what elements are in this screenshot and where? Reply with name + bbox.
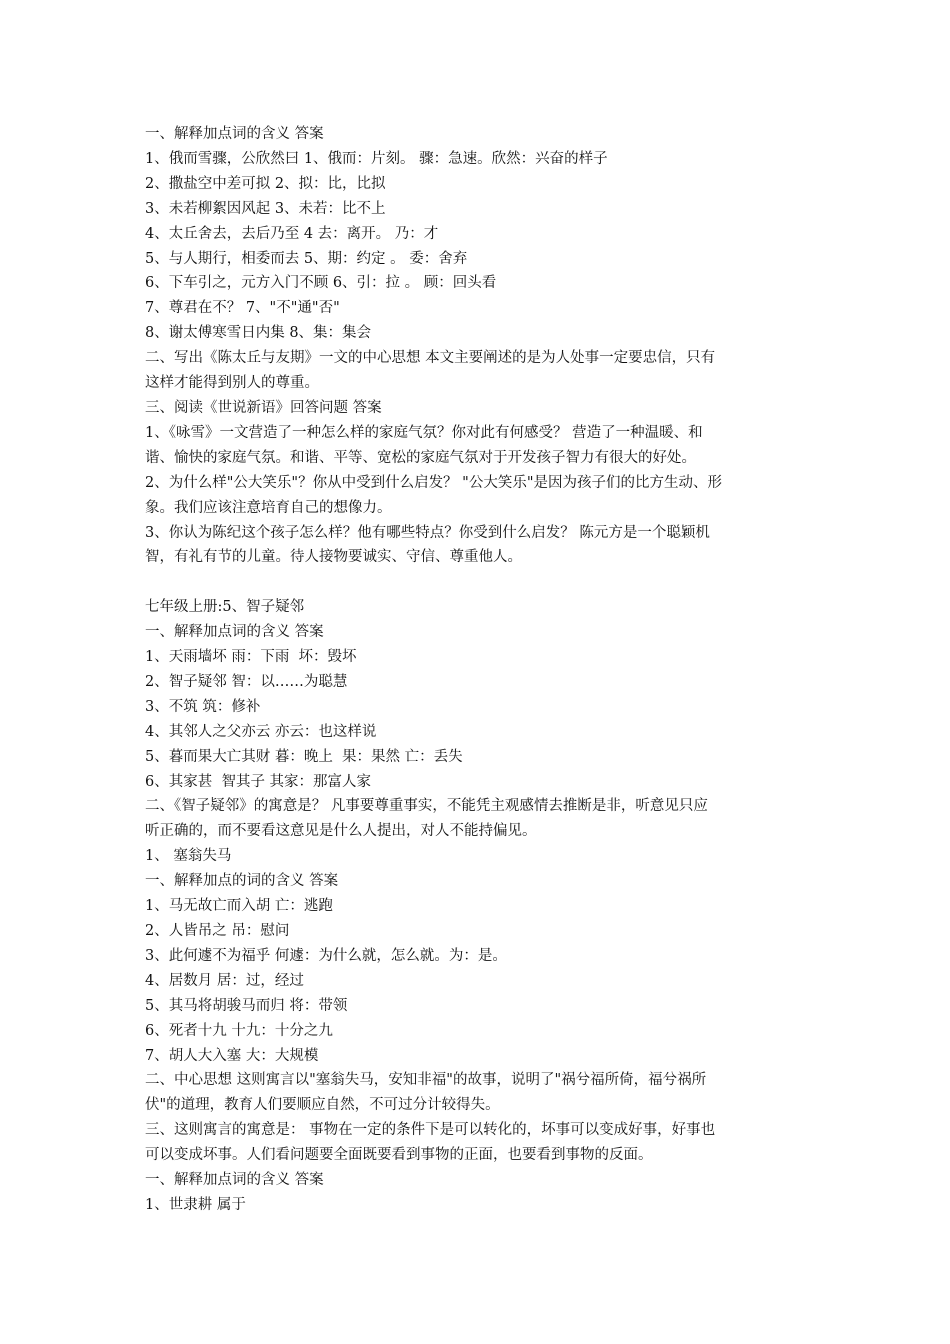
text-line: 这样才能得到别人的尊重。 xyxy=(145,375,319,392)
text-line: 6、其家甚 智其子 其家：那富人家 xyxy=(145,773,372,790)
document-body xyxy=(145,122,810,1218)
text-line: 7、尊君在不？ 7、"不"通"否" xyxy=(145,300,340,317)
text-line: 七年级上册:5、智子疑邻 xyxy=(145,599,305,616)
text-line: 3、未若柳絮因风起 3、未若：比不上 xyxy=(145,200,386,217)
text-line: 可以变成坏事。人们看问题要全面既要看到事物的正面，也要看到事物的反面。 xyxy=(145,1147,653,1164)
text-line: 4、其邻人之父亦云 亦云：也这样说 xyxy=(145,723,377,740)
text-line: 7、胡人大入塞 大：大规模 xyxy=(145,1047,319,1064)
blank-line xyxy=(145,570,810,595)
text-line: 4、居数月 居：过，经过 xyxy=(145,972,304,989)
text-line: 一、解释加点词的含义 答案 xyxy=(145,1172,324,1189)
text-line: 5、暮而果大亡其财 暮：晚上 果：果然 亡：丢失 xyxy=(145,748,463,765)
text-line: 象。我们应该注意培育自己的想像力。 xyxy=(145,499,392,516)
text-line: 6、下车引之，元方入门不顾 6、引：拉 。 顾：回头看 xyxy=(145,275,497,292)
text-line: 谐、愉快的家庭气氛。和谐、平等、宽松的家庭气氛对于开发孩子智力有很大的好处。 xyxy=(145,449,696,466)
text-line: 二、写出《陈太丘与友期》一文的中心思想 本文主要阐述的是为人处事一定要忠信，只有 xyxy=(145,350,716,367)
text-line: 2、为什么样"公大笑乐"？你从中受到什么启发？ "公大笑乐"是因为孩子们的比方生动、形 xyxy=(145,474,723,491)
text-line: 1、 塞翁失马 xyxy=(145,848,232,865)
text-line: 智，有礼有节的儿童。待人接物要诚实、守信、尊重他人。 xyxy=(145,549,522,566)
text-line: 三、阅读《世说新语》回答问题 答案 xyxy=(145,399,382,416)
text-line: 1、《咏雪》一文营造了一种怎么样的家庭气氛？你对此有何感受？ 营造了一种温暖、和 xyxy=(145,424,703,441)
text-line: 8、谢太傅寒雪日内集 8、集：集会 xyxy=(145,325,372,342)
text-line: 1、马无故亡而入胡 亡：逃跑 xyxy=(145,898,333,915)
text-line: 伏"的道理，教育人们要顺应自然，不可过分计较得失。 xyxy=(145,1097,500,1114)
text-line: 1、天雨墙坏 雨：下雨 坏：毁坏 xyxy=(145,649,357,666)
text-line: 一、解释加点词的含义 答案 xyxy=(145,624,324,641)
text-line: 6、死者十九 十九：十分之九 xyxy=(145,1022,333,1039)
text-line: 二、《智子疑邻》的寓意是？ 凡事要尊重事实，不能凭主观感情去推断是非，听意见只应 xyxy=(145,798,708,815)
text-line: 一、解释加点词的含义 答案 xyxy=(145,126,324,142)
text-line: 一、解释加点的词的含义 答案 xyxy=(145,873,339,890)
text-line: 3、不筑 筑：修补 xyxy=(145,698,261,715)
text-line: 2、人皆吊之 吊：慰问 xyxy=(145,922,290,939)
text-line: 2、撒盐空中差可拟 2、拟：比，比拟 xyxy=(145,175,386,192)
text-line: 4、太丘舍去，去后乃至 4 去：离开。 乃：才 xyxy=(145,225,439,242)
text-line: 5、与人期行，相委而去 5、期：约定 。 委：舍弃 xyxy=(145,250,468,267)
text-line: 二、中心思想 这则寓言以"塞翁失马，安知非福"的故事，说明了"祸兮福所倚，福兮祸所 xyxy=(145,1072,707,1089)
text-line: 3、你认为陈纪这个孩子怎么样？他有哪些特点？你受到什么启发？ 陈元方是一个聪颖机 xyxy=(145,524,710,541)
text-line: 5、其马将胡骏马而归 将：带领 xyxy=(145,997,348,1014)
text-line: 1、世隶耕 属于 xyxy=(145,1196,246,1213)
text-line: 三、这则寓言的寓意是： 事物在一定的条件下是可以转化的，坏事可以变成好事，好事也 xyxy=(145,1122,716,1139)
text-line: 听正确的，而不要看这意见是什么人提出，对人不能持偏见。 xyxy=(145,823,537,840)
text-line: 2、智子疑邻 智：以……为聪慧 xyxy=(145,673,348,690)
text-line: 1、俄而雪骤，公欣然曰 1、俄而：片刻。 骤：急速。欣然：兴奋的样子 xyxy=(145,150,608,167)
text-line: 3、此何遽不为福乎 何遽：为什么就，怎么就。为：是。 xyxy=(145,947,507,964)
